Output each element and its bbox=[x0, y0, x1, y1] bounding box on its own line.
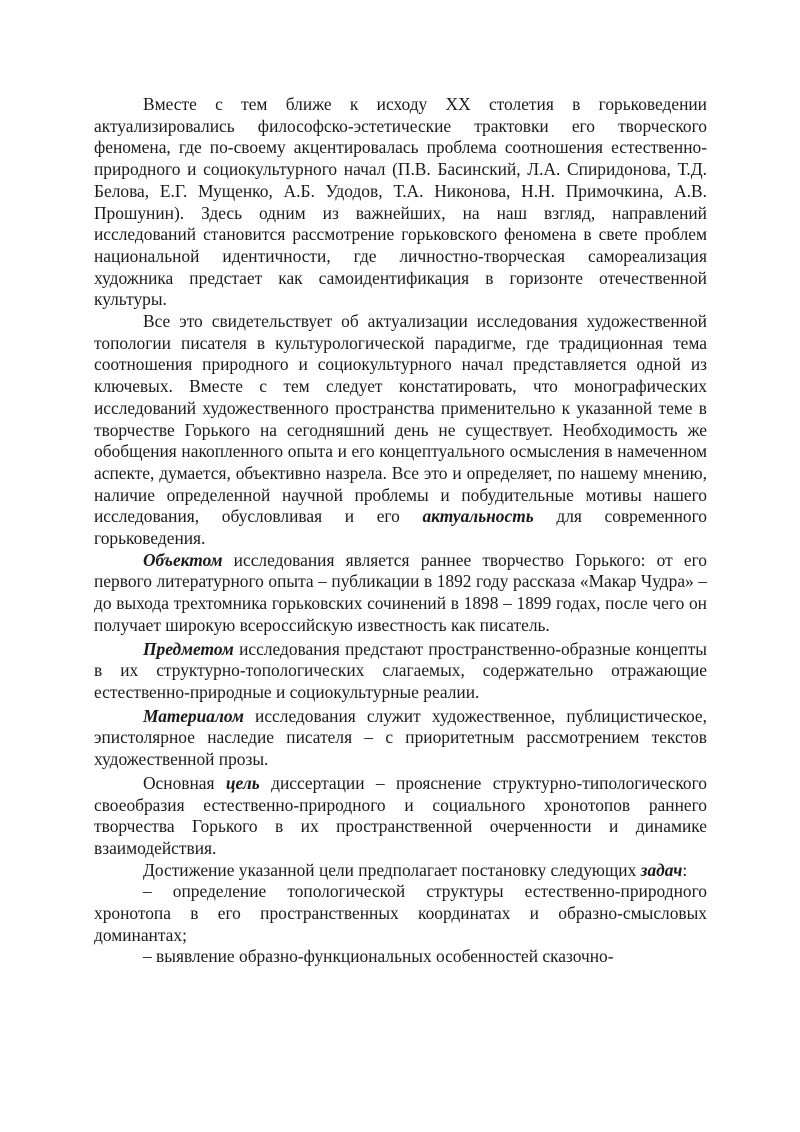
relevance-text-end: для современного горьковедения. bbox=[94, 506, 707, 549]
paragraph-subject bbox=[94, 639, 707, 704]
term-goal: цель bbox=[225, 772, 260, 793]
paragraph-goal bbox=[94, 773, 707, 860]
paragraph-tasks-intro bbox=[94, 860, 707, 882]
goal-text-start: Основная bbox=[143, 772, 226, 793]
paragraph-intro: Вместе с тем ближе к исходу XX столетия в горьковедении актуализировались философско-эстетические трактовки его творческого феномена, где по-своему акцентировалась проблема соотношения естественно-природного и социокультурного начал (П.В. Басинский, Л.А. Спиридонова, Т.Д. Белова, Е.Г. Мущенко, А.Б. Удодов, Т.А. Никонова, Н.Н. Примочкина, А.В. Прошунин). Здесь одним из важнейших, на наш взгляд, направлений исследований становится рассмотрение горьковского феномена в свете проблем национальной идентичности, где личностно-творческая самореализация художника предстает как самоидентификация в горизонте отечественной культуры. bbox=[94, 94, 707, 310]
paragraph-relevance bbox=[94, 311, 707, 550]
body-text bbox=[94, 94, 707, 968]
paragraph-object bbox=[94, 550, 707, 637]
term-relevance: актуальность bbox=[422, 506, 534, 527]
tasks-intro-text: Достижение указанной цели предполагает постановку следующих bbox=[143, 859, 641, 880]
term-material: Материалом bbox=[143, 705, 244, 726]
relevance-text-start: Все это свидетельствует об актуализации исследования художественной топологии писателя в культурологической парадигме, где традиционная тема соотношения природного и социокультурного начал представляется одной из ключевых. Вместе с тем следует констатировать, что монографических исследований художественного пространства применительно к указанной теме в творчестве Горького на сегодняшний день не существует. Необходимость же обобщения накопленного опыта и его концептуального осмысления в намеченном аспекте, думается, объективно назрела. Все это и определяет, по нашему мнению, наличие определенной научной проблемы и побудительные мотивы нашего исследования, обусловливая и его bbox=[94, 311, 707, 527]
term-object: Объектом bbox=[143, 549, 223, 570]
term-subject: Предметом bbox=[143, 638, 234, 659]
paragraph-material bbox=[94, 706, 707, 771]
task-item-1: – определение топологической структуры естественно-природного хронотопа в его пространственных координатах и образно-смысловых доминантах; bbox=[94, 881, 707, 945]
tasks-intro-colon: : bbox=[682, 859, 688, 880]
task-item-2: – выявление образно-функциональных особенностей сказочно- bbox=[143, 946, 614, 967]
subject-text: исследования предстают пространственно-образные концепты в их структурно-топологических слагаемых, содержательно отражающие естественно-природные и социокультурные реалии. bbox=[94, 638, 707, 702]
term-tasks: задач bbox=[640, 859, 683, 880]
material-text: исследования служит художественное, публицистическое, эпистолярное наследие писателя – с приоритетным рассмотрением текстов художественной прозы. bbox=[94, 705, 707, 770]
object-text: исследования является раннее творчество Горького: от его первого литературного опыта – публикации в 1892 году рассказа «Макар Чудра» – до выхода трехтомника горьковских сочинений в 1898 – 1899 годах, после чего он получает широкую всероссийскую известность как писатель. bbox=[94, 549, 707, 635]
goal-text-end: диссертации – прояснение структурно-типологического своеобразия естественно-природного и социального хронотопов раннего творчества Горького в их пространственной очерченности и динамике взаимодействия. bbox=[94, 772, 707, 858]
